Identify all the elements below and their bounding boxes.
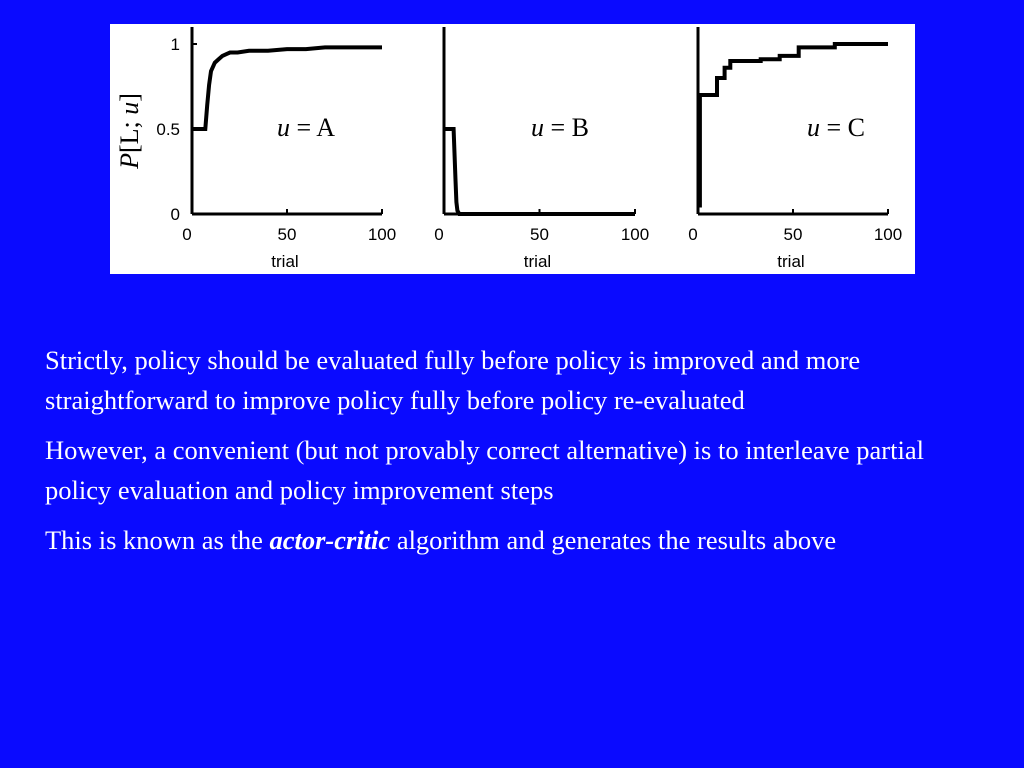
chart-panel-2	[434, 27, 649, 271]
x-tick-label: 0	[688, 225, 698, 244]
paragraph-1: Strictly, policy should be evaluated fully before policy is improved and more straightforward to improve policy fully before policy re-evaluated	[45, 345, 861, 415]
y-tick-label: 0	[170, 205, 180, 224]
y-tick-label: 1	[170, 35, 180, 54]
x-axis-label: trial	[271, 252, 299, 271]
y-label-u: u	[115, 101, 144, 115]
x-tick-label: 50	[277, 225, 297, 244]
actor-critic-chart	[110, 24, 915, 274]
x-tick-label: 100	[873, 225, 903, 244]
chart-panel-1	[115, 27, 396, 271]
x-tick-label: 100	[367, 225, 397, 244]
condition-value: C	[847, 113, 866, 142]
actor-critic-term: actor-critic	[269, 525, 391, 555]
condition-value: A	[316, 113, 336, 142]
y-tick-label: 0.5	[156, 120, 180, 139]
paragraph-3-end: algorithm and generates the results above	[390, 525, 837, 555]
condition-eq: =	[820, 113, 848, 142]
condition-eq: =	[290, 113, 317, 142]
x-axis-label: trial	[523, 252, 552, 271]
paragraph-3-start: This is known as the	[45, 525, 270, 555]
paragraph-3	[45, 520, 990, 560]
x-tick-label: 50	[530, 225, 549, 244]
x-tick-label: 0	[182, 225, 192, 244]
y-label-p: P	[115, 153, 144, 169]
x-tick-label: 50	[783, 225, 803, 244]
chart-panel-3	[688, 27, 902, 271]
condition-label	[531, 113, 589, 142]
y-label-l: [L;	[115, 114, 144, 154]
figure-panel	[110, 24, 915, 274]
condition-eq: =	[544, 113, 572, 142]
x-tick-label: 100	[620, 225, 650, 244]
condition-label	[277, 113, 335, 142]
condition-var: u	[807, 113, 820, 142]
condition-value: B	[571, 113, 590, 142]
x-axis-label: trial	[777, 252, 805, 271]
y-axis-label	[115, 93, 144, 170]
y-label-close: ]	[115, 93, 144, 102]
condition-var: u	[531, 113, 544, 142]
condition-var: u	[277, 113, 290, 142]
paragraph-2: However, a convenient (but not provably correct alternative) is to interleave partial policy evaluation and policy improvement steps	[45, 435, 924, 505]
slide-text	[45, 340, 990, 570]
x-tick-label: 0	[434, 225, 444, 244]
condition-label	[807, 113, 865, 142]
